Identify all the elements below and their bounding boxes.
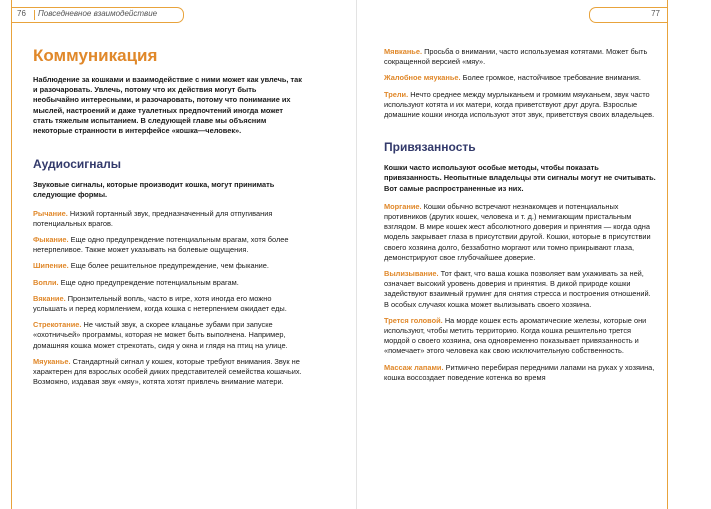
audio-lead: Звуковые сигналы, которые производит кошка, могут принимать следующие формы. — [33, 180, 275, 200]
list-item: Рычание. Низкий гортанный звук, предназначенный для отпугивания потенциальных врагов. — [33, 208, 273, 228]
running-header-right — [589, 7, 668, 23]
list-item: Мявканье. Просьба о внимании, часто используемая котятами. Может быть сокращенной версией «мяу». — [384, 47, 648, 67]
running-header-left — [11, 7, 184, 23]
list-item: Мяуканье. Стандартный сигнал у кошек, которые требуют внимания. Звук не характерен для взрослых особей диких представителей семейства кошачьих. Возможно, издавая звук «мяу», котята хотят привлечь внимание матери. — [33, 356, 302, 387]
list-item: Вякание. Пронзительный вопль, часто в игре, хотя иногда его можно услышать и перед кормлением, когда кошка с нетерпением ожидает еды. — [33, 293, 287, 314]
list-item: Стрекотание. Не чистый звук, а скорее клацанье зубами при запуске «охотничьей» программы, которая не может быть выполнена. Например, домашняя кошка может стрекотать, сидя у окна и глядя на птиц на улице. — [33, 320, 288, 350]
list-item: Вылизывание. Тот факт, что ваша кошка позволяет вам ухаживать за ней, означает высокий уровень доверия и принятия. В дикой природе кошки задействуют взаимный груминг для снятия стресса и построения отношений. В особых случаях кошка может вылизывать своего хозяина. — [384, 269, 651, 309]
list-item: Жалобное мяуканье. Более громкое, настойчивое требование внимания. — [384, 73, 641, 83]
list-item: Трется головой. На морде кошек есть ароматические железы, которые они используют, чтобы метить территорию. Когда кошка решительно трется мордой о своего хозяина, она одновременно показывает привязанность и «помечает» этого человека как свою исключительную собственность. — [384, 315, 647, 356]
page-number-right: 77 — [651, 9, 660, 18]
right-column — [384, 47, 656, 389]
subheading-attachment: Привязанность — [384, 140, 476, 155]
list-item: Массаж лапами. Ритмично перебирая передними лапами на руках у хозяина, кошка воссоздает поведение котенка во время — [384, 362, 655, 382]
attachment-lead: Кошки часто используют особые методы, чтобы показать привязанность. Неопытные владельцы эти сигналы могут не считывать. Вот самые распространенные из них. — [384, 163, 656, 193]
left-margin-rule — [11, 0, 12, 509]
right-page — [357, 0, 711, 509]
list-item: Шипение. Еще более решительное предупреждение, чем фыкание. — [33, 261, 269, 271]
list-item: Моргание. Кошки обычно встречают незнакомцев и потенциальных противников (других кошек, человека и т. д.) немигающим пристальным взглядом. В мире кошек жест абсолютного доверия и принятия — когда одна модель закрывает глаза в присутствии другой. Кошки, которые в присутствии своего хозяина долго, беззаботно моргают или томно прикрывают глаза, демонстрируют свое глубочайшее доверие. — [384, 201, 651, 262]
left-column — [33, 46, 303, 393]
header-divider — [34, 10, 35, 20]
page-number-left: 76 — [17, 9, 26, 18]
running-title: Повседневное взаимодействие — [38, 9, 158, 18]
intro-paragraph: Наблюдение за кошками и взаимодействие с ними может как увлечь, так и разочаровать. Увлечь, потому что их действия могут быть необычайно интересными, и разочаровать, потому что понимание их мыслей, настроений и даже туалетных предпочтений иногда может стать тяжелым испытанием. В следующей главе мы объясним некоторые странности в интерфейсе «кошка—человек». — [33, 75, 302, 136]
list-item: Трели. Нечто среднее между мурлыканьем и громким мяуканьем, звук часто используют котята и их матери, когда приветствуют друг друга. Взрослые домашние кошки иногда используют этот звук, приветствуя своих владельцев. — [384, 89, 655, 120]
section-heading-communication: Коммуникация — [33, 46, 158, 65]
list-item: Вопли. Еще одно предупреждение потенциальным врагам. — [33, 277, 239, 287]
list-item: Фыкание. Еще одно предупреждение потенциальным врагам, хотя более нетерпеливое. Также может указывать на болевые ощущения. — [33, 235, 289, 255]
subheading-audio-signals: Аудиосигналы — [33, 157, 122, 172]
right-margin-rule — [667, 0, 668, 509]
